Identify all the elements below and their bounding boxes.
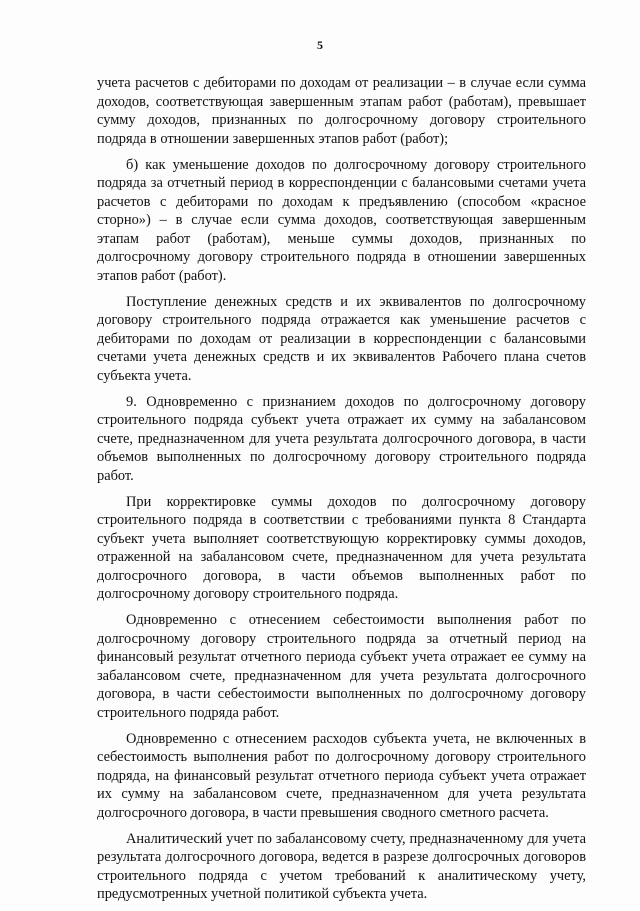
paragraph-cost-allocation: Одновременно с отнесением себестоимости выполнения работ по долгосрочному договору строительного подряда за отчетный период на финансовый результат отчетного периода субъект учета отражает ее сумму на забалансовом счете, предназначенном для учета результата долгосрочного договора, в части себестоимости выполненных по долгосрочному договору строительного подряда работ.: [97, 612, 586, 721]
paragraph-analytical-accounting: Аналитический учет по забалансовому счету, предназначенному для учета результата долгосрочного договора, ведется в разрезе долгосрочных договоров строительного подряда с учетом требований к аналитическому учету, предусмотренных учетной политикой субъекта учета.: [97, 830, 586, 902]
paragraph-expenses: Одновременно с отнесением расходов субъекта учета, не включенных в себестоимость выполнения работ по долгосрочному договору строительного подряда, на финансовый результат отчетного периода субъект учета отражает их сумму на забалансовом счете, предназначенном для учета результата долгосрочного договора, в части превышения сводного сметного расчета.: [97, 730, 586, 821]
document-body: [97, 74, 586, 911]
paragraph-adjustment: При корректировке суммы доходов по долгосрочному договору строительного подряда в соответствии с требованиями пункта 8 Стандарта субъект учета выполняет соответствующую корректировку суммы доходов, отраженной на забалансовом счете, предназначенном для учета результата долгосрочного договора, в части объемов выполненных работ по долгосрочному договору строительного подряда.: [97, 493, 586, 602]
paragraph-cash-receipts: Поступление денежных средств и их эквивалентов по долгосрочному договору строительного подряда отражается как уменьшение расчетов с дебиторами по доходам от реализации в корреспонденции с балансовыми счетами учета денежных средств и их эквивалентов Рабочего плана счетов субъекта учета.: [97, 293, 586, 384]
paragraph-item-b: б) как уменьшение доходов по долгосрочному договору строительного подряда за отчетный период в корреспонденции с балансовыми счетами учета расчетов с дебиторами по доходам к предъявлению (способом «красное сторно») – в случае если сумма доходов, соответствующая завершенным этапам работ (работам), меньше суммы доходов, признанных по долгосрочному договору строительного подряда в отношении завершенных этапов работ (работ).: [97, 156, 586, 284]
paragraph-clause-9: 9. Одновременно с признанием доходов по долгосрочному договору строительного подряда субъект учета отражает их сумму на забалансовом счете, предназначенном для учета результата долгосрочного договора, в части объемов выполненных по долгосрочному договору строительного подряда работ.: [97, 393, 586, 484]
paragraph-continuation: учета расчетов с дебиторами по доходам от реализации – в случае если сумма доходов, соответствующая завершенным этапам работ (работам), превышает сумму доходов, признанных по долгосрочному договору строительного подряда в отношении завершенных этапов работ (работ);: [97, 75, 586, 147]
page-number: 5: [317, 38, 323, 52]
